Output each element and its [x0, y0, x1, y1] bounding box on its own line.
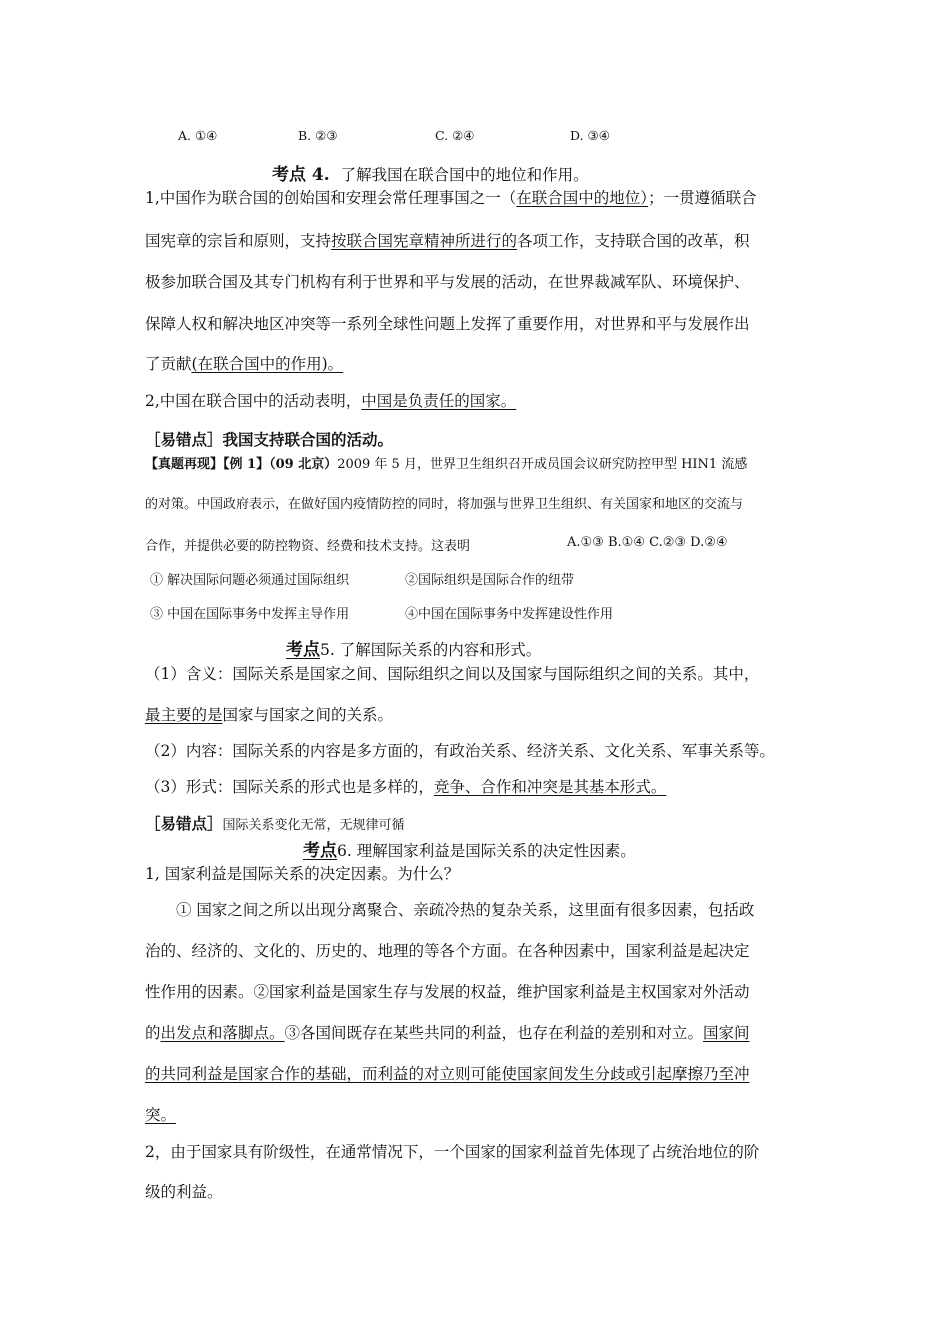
kp6-line2: 治的、经济的、文化的、历史的、地理的等各个方面。在各种因素中，国家利益是起决定 [145, 942, 750, 960]
kp4-exam-line3: 合作，并提供必要的防控物资、经费和技术支持。这表明 [145, 539, 471, 554]
kp4-p1-line5 [145, 352, 343, 374]
kp5-line1: （1）含义：国际关系是国家之间、国际组织之间以及国家与国际组织之间的关系。其中， [145, 665, 760, 683]
kp4-item1: ① 解决国际问题必须通过国际组织 [150, 573, 350, 588]
kp6-line6: 突。 [145, 1106, 177, 1124]
kp5-line4 [145, 775, 666, 797]
kp4-p1-line1 [145, 186, 757, 208]
text: 2,中国在联合国中的活动表明， [145, 392, 362, 410]
kp5-heading [286, 635, 541, 660]
kp4-p1-line2 [145, 229, 750, 251]
kp6-p2-line2: 级的利益。 [145, 1183, 223, 1201]
kp4-p1-line3: 极参加联合国及其专门机构有利于世界和平与发展的活动，在世界裁减军队、环境保护、 [145, 273, 750, 291]
option-c: C. ②④ [435, 128, 475, 143]
kp6-heading-text: 6. 理解国家利益是国际关系的决定性因素。 [337, 842, 636, 860]
kp4-item3: ③ 中国在国际事务中发挥主导作用 [150, 607, 350, 622]
text: 国宪章的宗旨和原则，支持 [145, 232, 332, 250]
underlined-text: 在联合国中的地位） [516, 189, 649, 207]
text: ③各国间既存在某些共同的利益，也存在利益的差别和对立。 [284, 1024, 704, 1042]
underlined-text: 最主要的是 [145, 706, 223, 724]
kp6-heading [303, 836, 636, 861]
text: 国家与国家之间的关系。 [222, 706, 394, 724]
kp5-heading-bold: 考点 [286, 640, 320, 660]
option-a: A. ①④ [178, 128, 218, 143]
text: （3）形式：国际关系的形式也是多样的， [145, 778, 434, 796]
mistake-tag: ［易错点］ [145, 814, 223, 833]
kp4-heading-text: 了解我国在联合国中的地位和作用。 [340, 166, 589, 184]
kp4-exam-choices: A.①③ B.①④ C.②③ D.②④ [567, 535, 728, 550]
kp6-line1: ① 国家之间之所以出现分离聚合、亲疏冷热的复杂关系，这里面有很多因素，包括政 [176, 901, 755, 919]
kp6-p2-line1: 2，由于国家具有阶级性，在通常情况下，一个国家的国家利益首先体现了占统治地位的阶 [145, 1143, 760, 1161]
exam-tag: 【真题再现】【例 1】（09 北京） [145, 457, 338, 472]
kp6-heading-bold: 考点 [303, 841, 337, 861]
kp6-question: 1, 国家利益是国际关系的决定因素。为什么？ [145, 865, 460, 883]
kp4-mistake: ［易错点］我国支持联合国的活动。 [145, 430, 394, 449]
kp4-exam-line1 [145, 453, 747, 472]
kp4-item4: ④中国在国际事务中发挥建设性作用 [405, 607, 614, 622]
kp4-heading-bold: 考点 4. [272, 165, 330, 185]
text: ；一贯遵循联合 [648, 189, 757, 207]
kp6-line3: 性作用的因素。②国家利益是国家生存与发展的权益，维护国家利益是主权国家对外活动 [145, 983, 750, 1001]
text: 1,中国作为联合国的创始国和安理会常任理事国之一（ [145, 189, 517, 207]
underlined-text: (在联合国中的作用)。 [191, 355, 344, 373]
text: 国际关系变化无常，无规律可循 [222, 818, 405, 833]
text: 了贡献 [145, 355, 192, 373]
option-b: B. ②③ [298, 128, 338, 143]
text: 的 [145, 1024, 161, 1042]
kp4-p1-line4: 保障人权和解决地区冲突等一系列全球性问题上发挥了重要作用，对世界和平与发展作出 [145, 315, 750, 333]
underlined-text: 出发点和落脚点。 [160, 1024, 285, 1042]
kp4-item2: ②国际组织是国际合作的纽带 [405, 573, 575, 588]
text: 2009 年 5 月，世界卫生组织召开成员国会议研究防控甲型 HIN1 流感 [337, 457, 748, 472]
kp5-line3: （2）内容：国际关系的内容是多方面的，有政治关系、经济关系、文化关系、军事关系等。 [145, 742, 775, 760]
kp4-p2 [145, 389, 516, 411]
underlined-text: 中国是负责任的国家。 [361, 392, 517, 410]
kp4-exam-line2: 的对策。中国政府表示，在做好国内疫情防控的同时，将加强与世界卫生组织、有关国家和地区的交流与 [145, 497, 744, 512]
underlined-text: 按联合国宪章精神所进行的 [331, 232, 518, 250]
option-d: D. ③④ [570, 128, 610, 143]
kp5-mistake [145, 812, 405, 834]
kp4-heading [272, 160, 589, 185]
kp5-line2 [145, 703, 393, 725]
kp5-heading-text: 5. 了解国际关系的内容和形式。 [320, 641, 542, 659]
underlined-text: 竞争、合作和冲突是其基本形式。 [433, 778, 667, 796]
kp6-line4 [145, 1021, 750, 1043]
underlined-text: 国家间 [703, 1024, 750, 1042]
text: 各项工作，支持联合国的改革，积 [517, 232, 750, 250]
kp6-line5: 的共同利益是国家合作的基础，而利益的对立则可能使国家间发生分歧或引起摩擦乃至冲 [145, 1065, 750, 1083]
